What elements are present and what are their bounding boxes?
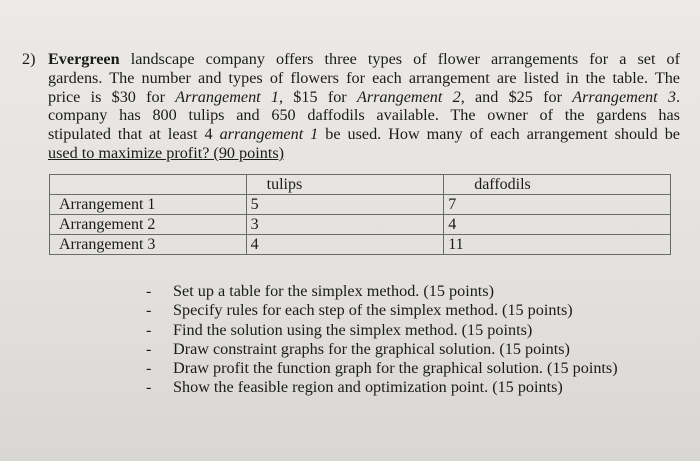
bullet-dash: - xyxy=(146,339,152,358)
table-cell: 4 xyxy=(444,215,671,235)
question-line-5: stipulated that at least 4 arrangement 1 be used. How many of each arrangement should be xyxy=(48,125,680,144)
bullet-dash: - xyxy=(146,359,152,378)
table-cell: Arrangement 3 xyxy=(50,235,247,255)
question-line-3: price is $30 for Arrangement 1, $15 for Arrangement 2, and $25 for Arrangement 3. xyxy=(48,87,681,106)
list-item: - Show the feasible region and optimization point. (15 points) xyxy=(146,378,563,397)
table-row xyxy=(50,215,671,235)
table-cell: 7 xyxy=(444,195,671,215)
table-row xyxy=(50,195,671,215)
table-header-cell: tulips xyxy=(246,175,444,195)
flower-table xyxy=(49,174,671,255)
question-line-1: Evergreen landscape company offers three types of flower arrangements for a set of xyxy=(48,50,680,68)
company-name: Evergreen xyxy=(48,50,120,68)
table-row xyxy=(50,235,671,255)
list-item: - Find the solution using the simplex method. (15 points) xyxy=(146,320,533,339)
table-cell: Arrangement 2 xyxy=(50,215,247,235)
table-header-row xyxy=(50,175,671,195)
list-item: - Draw profit the function graph for the graphical solution. (15 points) xyxy=(146,359,618,378)
question-text xyxy=(48,50,680,163)
list-item: - Set up a table for the simplex method. (15 points) xyxy=(146,282,494,300)
table-header-cell xyxy=(50,175,247,195)
bullet-dash: - xyxy=(146,320,152,339)
bullet-dash: - xyxy=(146,282,152,300)
table-cell: 3 xyxy=(246,215,444,235)
table-cell: 5 xyxy=(246,195,444,215)
table-cell: Arrangement 1 xyxy=(50,195,247,215)
bullet-dash: - xyxy=(146,378,152,397)
bullet-dash: - xyxy=(146,301,152,320)
table-cell: 4 xyxy=(246,235,444,255)
list-item: - Draw constraint graphs for the graphical solution. (15 points) xyxy=(146,339,570,358)
question-number: 2) xyxy=(22,50,36,68)
question-line-4: company has 800 tulips and 650 daffodils available. The owner of the gardens has xyxy=(48,106,680,125)
task-list xyxy=(140,282,618,398)
list-item: - Specify rules for each step of the simplex method. (15 points) xyxy=(146,301,573,320)
table-header-cell: daffodils xyxy=(444,175,671,195)
question-line-2: gardens. The number and types of flowers for each arrangement are listed in the table. The xyxy=(48,68,680,87)
question-line-6: used to maximize profit? (90 points) xyxy=(48,143,285,162)
table-cell: 11 xyxy=(444,235,671,255)
